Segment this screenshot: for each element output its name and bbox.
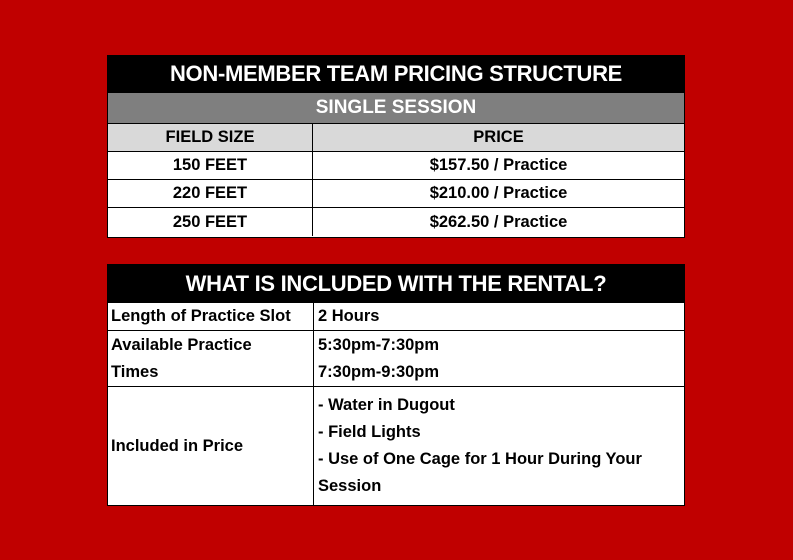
value-line: - Field Lights bbox=[318, 423, 421, 441]
value-line: Session bbox=[318, 477, 382, 495]
row-value bbox=[314, 331, 684, 386]
included-table bbox=[107, 264, 685, 506]
row-label bbox=[108, 387, 314, 505]
included-table-title: WHAT IS INCLUDED WITH THE RENTAL? bbox=[108, 265, 684, 302]
price-cell: $262.50 / Practice bbox=[429, 212, 568, 231]
label-line: Available Practice bbox=[111, 335, 252, 354]
pricing-column-headers bbox=[108, 123, 684, 151]
label-line: Length of Practice Slot bbox=[111, 307, 291, 325]
table-row bbox=[108, 179, 684, 207]
label-line: Included in Price bbox=[111, 436, 244, 455]
pricing-table-subtitle: SINGLE SESSION bbox=[108, 92, 684, 123]
row-label bbox=[108, 303, 314, 330]
field-size-cell: 220 FEET bbox=[108, 180, 313, 207]
label-line: Times bbox=[111, 362, 159, 381]
row-value bbox=[314, 387, 684, 505]
column-header-price: PRICE bbox=[473, 128, 524, 146]
price-cell: $210.00 / Practice bbox=[429, 184, 568, 202]
value-line: 7:30pm-9:30pm bbox=[318, 362, 440, 381]
table-row bbox=[108, 151, 684, 179]
table-row bbox=[108, 330, 684, 386]
value-line: - Water in Dugout bbox=[318, 396, 455, 414]
field-size-cell: 250 FEET bbox=[108, 208, 313, 236]
value-line: - Use of One Cage for 1 Hour During Your bbox=[318, 450, 642, 468]
column-header-field-size: FIELD SIZE bbox=[108, 124, 313, 151]
table-row bbox=[108, 207, 684, 236]
table-row bbox=[108, 386, 684, 505]
row-label bbox=[108, 331, 314, 386]
value-line: 2 Hours bbox=[318, 307, 380, 325]
pricing-table-title: NON-MEMBER TEAM PRICING STRUCTURE bbox=[108, 56, 684, 92]
price-cell: $157.50 / Practice bbox=[429, 156, 568, 174]
row-value bbox=[314, 303, 684, 330]
value-line: 5:30pm-7:30pm bbox=[318, 335, 440, 354]
pricing-table bbox=[107, 55, 685, 238]
field-size-cell: 150 FEET bbox=[108, 152, 313, 179]
table-row bbox=[108, 302, 684, 330]
